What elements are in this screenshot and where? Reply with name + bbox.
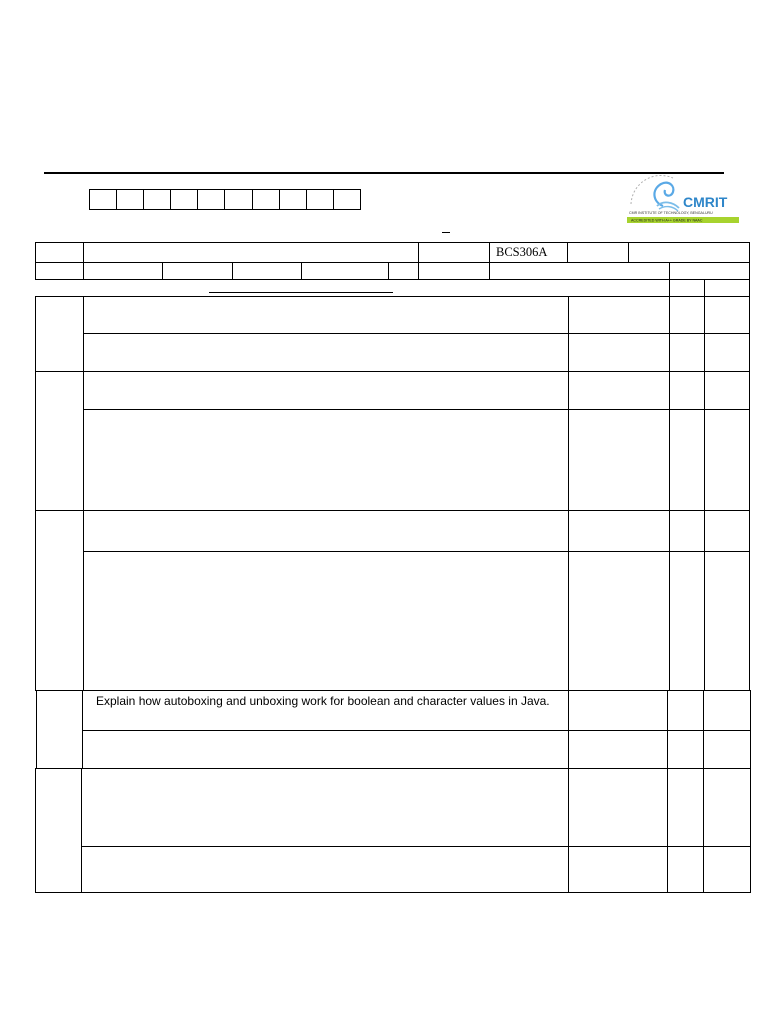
q1b-text-cell bbox=[83, 333, 569, 372]
q5a-marks-cell bbox=[568, 768, 668, 847]
svg-text:CMRIT: CMRIT bbox=[683, 194, 728, 210]
usn-box[interactable] bbox=[197, 189, 225, 210]
info-cell-branch-label bbox=[567, 242, 629, 263]
q2a-rbt-cell bbox=[704, 371, 750, 410]
q4a-marks-cell bbox=[568, 690, 668, 731]
q3a-rbt-cell bbox=[704, 510, 750, 552]
q4a-rbt-cell bbox=[703, 690, 751, 731]
q5b-text-cell bbox=[81, 846, 569, 893]
info-cell-label-1 bbox=[35, 242, 84, 263]
q4b-marks-cell bbox=[568, 730, 668, 769]
q2b-text-cell bbox=[83, 409, 569, 511]
info-cell-marks-label bbox=[301, 262, 389, 280]
q3b-marks-cell bbox=[568, 551, 670, 691]
course-code: BCS306A bbox=[496, 245, 548, 259]
q3a-co-cell bbox=[669, 510, 705, 552]
svg-text:CMR INSTITUTE OF TECHNOLOGY, B: CMR INSTITUTE OF TECHNOLOGY, BENGALURU bbox=[629, 211, 713, 215]
info-cell-sem bbox=[489, 262, 670, 280]
svg-text:ACCREDITED WITH A++ GRADE BY N: ACCREDITED WITH A++ GRADE BY NAAC bbox=[631, 218, 703, 223]
q4a-text-cell bbox=[82, 690, 569, 731]
q1a-text-cell bbox=[83, 296, 569, 334]
q5a-rbt-cell bbox=[703, 768, 751, 847]
info-cell-duration bbox=[232, 262, 302, 280]
q2-number-cell bbox=[35, 371, 84, 511]
q3b-rbt-cell bbox=[704, 551, 750, 691]
q4b-text-cell bbox=[82, 730, 569, 769]
q5a-co-cell bbox=[667, 768, 704, 847]
usn-box[interactable] bbox=[306, 189, 334, 210]
q2a-text-cell bbox=[83, 371, 569, 410]
q3a-marks-cell bbox=[568, 510, 670, 552]
q5b-marks-cell bbox=[568, 846, 668, 893]
usn-box-row bbox=[89, 189, 361, 208]
q4b-co-cell bbox=[667, 730, 704, 769]
q2a-co-cell bbox=[669, 371, 705, 410]
info-cell-duration-label bbox=[162, 262, 233, 280]
q5a-text-cell bbox=[81, 768, 569, 847]
cmrit-logo-graphic bbox=[623, 172, 745, 228]
info-cell-sem-label bbox=[418, 262, 490, 280]
q3a-text-cell bbox=[83, 510, 569, 552]
q3b-text-cell bbox=[83, 551, 569, 691]
usn-box[interactable] bbox=[170, 189, 198, 210]
info-cell-date bbox=[83, 262, 163, 280]
q5-number-cell bbox=[35, 768, 82, 893]
q1a-marks-cell bbox=[568, 296, 670, 334]
q1b-co-cell bbox=[669, 333, 705, 372]
info-cell-date-label bbox=[35, 262, 84, 280]
q2b-co-cell bbox=[669, 409, 705, 511]
q1a-co-cell bbox=[669, 296, 705, 334]
usn-box[interactable] bbox=[143, 189, 171, 210]
usn-box[interactable] bbox=[279, 189, 307, 210]
cmrit-logo bbox=[623, 172, 745, 228]
header-top-rule bbox=[44, 172, 724, 174]
obe-subheader-right-border bbox=[749, 279, 750, 297]
q1b-marks-cell bbox=[568, 333, 670, 372]
q1b-rbt-cell bbox=[704, 333, 750, 372]
usn-box[interactable] bbox=[333, 189, 361, 210]
q2b-rbt-cell bbox=[704, 409, 750, 511]
header-dash bbox=[442, 232, 450, 233]
usn-box[interactable] bbox=[89, 189, 117, 210]
instruction-underline bbox=[209, 292, 393, 293]
q4a-co-cell bbox=[667, 690, 704, 731]
q4b-rbt-cell bbox=[703, 730, 751, 769]
usn-box[interactable] bbox=[224, 189, 252, 210]
q5b-rbt-cell bbox=[703, 846, 751, 893]
info-cell-code-label bbox=[418, 242, 490, 263]
q1-number-cell bbox=[35, 296, 84, 372]
info-cell-marks bbox=[388, 262, 419, 280]
obe-subheader-left-border bbox=[669, 279, 670, 297]
obe-subheader-mid-border bbox=[704, 279, 705, 297]
usn-box[interactable] bbox=[252, 189, 280, 210]
q5b-co-cell bbox=[667, 846, 704, 893]
q4a-question-text: Explain how autoboxing and unboxing work for boolean and character values in Java. bbox=[96, 694, 550, 708]
q2b-marks-cell bbox=[568, 409, 670, 511]
info-cell-obe-header bbox=[669, 262, 750, 280]
q4-number-cell bbox=[36, 690, 83, 769]
q2a-marks-cell bbox=[568, 371, 670, 410]
usn-box[interactable] bbox=[116, 189, 144, 210]
info-cell-course-code bbox=[489, 242, 568, 263]
info-cell-subject bbox=[83, 242, 419, 263]
q1a-rbt-cell bbox=[704, 296, 750, 334]
info-cell-branch bbox=[628, 242, 750, 263]
q3b-co-cell bbox=[669, 551, 705, 691]
q3-number-cell bbox=[35, 510, 84, 691]
